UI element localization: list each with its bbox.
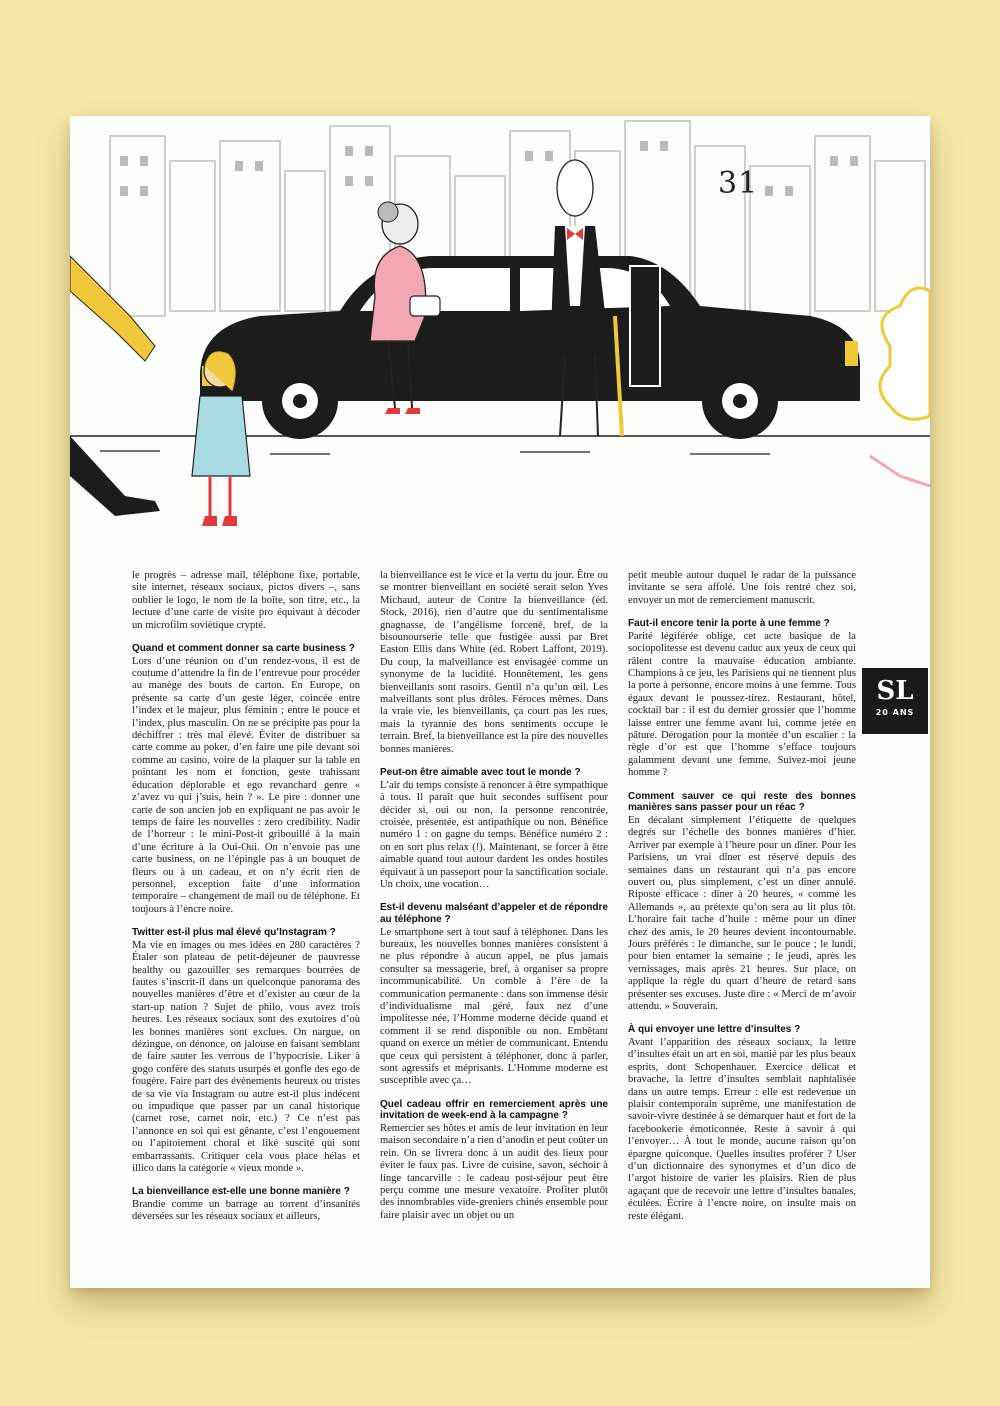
- body-paragraph: le progrès – adresse mail, téléphone fixe, portable, site internet, réseaux sociaux, pictos divers –, sans oublier le logo, le nom de la boîte, son titre, etc., la lecture d’une carte de visite pro équivaut à décoder un microfilm soviétique crypté.: [132, 570, 360, 631]
- section-heading: Est-il devenu malséant d’appeler et de répondre au téléphone ?: [380, 902, 608, 925]
- section-heading: La bienveillance est-elle une bonne manière ?: [132, 1186, 350, 1198]
- article-column-1: [132, 570, 360, 1224]
- body-paragraph: En décalant simplement l’étiquette de quelques degrés sur l’échelle des bonnes manières d’hier. Arriver par exemple à l’heure pour un dîner. Pour les Parisiens, un vrai dîner est réservé depuis des semaines dans un restaurant qui n’a pas encore ouvert ou, plus simplement, c’est un dîner annulé. Riposte efficace : dîner à 20 heures, « comme les Allemands », au prétexte qu’on sera au lit plus tôt. L’horaire fait tache d’huile : même pour un dîner chez des amis, le 20 heures devient incontournable. Jours préférés : le dimanche, sur le pouce ; le lundi, pour bien entamer la semaine ; le jeudi, après les vernissages, mais après 21 heures. Sur place, on applique la règle du quart d’heure de retard sans présenter ses excuses. Juste dire : « Merci de m’avoir attendu. » Souverain.: [628, 814, 856, 1012]
- section-heading: Comment sauver ce qui reste des bonnes manières sans passer pour un réac ?: [628, 790, 856, 814]
- section-heading: Quel cadeau offrir en remerciement après une invitation de week-end à la campagne ?: [380, 1098, 608, 1122]
- anniversary-badge: [862, 668, 928, 734]
- body-paragraph: Avant l’apparition des réseaux sociaux, la lettre d’insultes était un art en soi, manié par les plus beaux esprits, dont Schopenhauer. Exercice délicat et bravache, la lettre d’insultes semblait naphtalisée dans un autre temps. Erreur : elle est redevenue un plaisir contemporain suprême, une manifestation de savoir-vivre destinée à se démarquer haut et fort de la facebookerie émoticonnée. Reste à savoir à qui l’envoyer… À tout le monde, aucune raison qu’on épargne quiconque. Quelles insultes proférer ? User d’un dictionnaire des synonymes et d’un dico de l’argot histoire de varier les plaisirs. Rien de plus agaçant que de recevoir une lettre d’insultes banales, éculées. Écrire à l’encre noire, on insulte mais on reste élégant.: [628, 1036, 856, 1222]
- section-heading: Quand et comment donner sa carte business ?: [132, 643, 355, 655]
- page-number: 31: [718, 166, 759, 201]
- limousine-illustration: [70, 116, 930, 556]
- section-heading: Peut-on être aimable avec tout le monde ?: [380, 767, 581, 779]
- body-paragraph: Le smartphone sert à tout sauf à téléphoner. Dans les bureaux, les nouvelles bonnes manières consistent à ne plus répondre à aucun appel, ne plus jamais consulter sa messagerie, bref, à organiser sa propre incommunicabilité. Un comble à l’ère de la communication permanente : dans son immense désir d’individualisme mal géré, faux nez d’une impolitesse née, l’Homme moderne décide quand et comment il se rend disponible ou non. Embêtant quand on exerce un métier de communicant. Entendu que ceux qui persistent à téléphoner, donc à parler, sont agressifs et méprisants. L’Homme moderne est susceptible avec ça…: [380, 926, 608, 1087]
- section-heading: Twitter est-il plus mal élevé qu’Instagram ?: [132, 927, 336, 939]
- body-paragraph: Lors d’une réunion ou d’un rendez-vous, il est de coutume d’attendre la fin de l’entrevue pour procéder au manège des bouts de carton. En Europe, on présente sa carte d’un geste léger, coincée entre l’index et le majeur, plus féminin ; entre le pouce et l’index, plus masculin. On ne se précipite pas pour la déchiffrer : très mal élevé. Éviter de distribuer sa carte comme au poker, d’en faire une pile devant soi comme au casino, voire de la plaquer sur la table en pointant les nom et fonction, geste trahissant éducation déplorable et ego revanchard genre « z’avez vu qui j’suis, hein ? ». Le pire : donner une carte de son ancien job en expliquant ne pas avoir le temps de faire les nouvelles : zero credibility. Nadir de l’horreur : le mini-Post-it gribouillé à la main d’une écriture à la Oui-Oui. On n’envoie pas une carte business, on ne l’épingle pas à un bouquet de fleurs ou à un cadeau, et on n’y écrit rien de personnel, exception faite d’une information temporaire – changement de mail ou de téléphone. Et toujours à l’encre noire.: [132, 655, 360, 915]
- body-paragraph: Remercier ses hôtes et amis de leur invitation en leur maison secondaire n’a rien d’anodin et peut coûter un rein. On se livrera donc à un audit des lieux pour éviter le faux pas. Livre de cuisine, savon, séchoir à linge tancarville : le cadeau post-séjour peut être perçu comme une mesure vexatoire. Profiter plutôt des innombrables vide-greniers chinés ensemble pour faire plaisir avec un objet ou un: [380, 1123, 608, 1221]
- body-paragraph: Ma vie en images ou mes idées en 280 caractères ? Étaler son plateau de petit-déjeuner de pauvresse healthy ou gazouiller ses remarques bourrées de fautes s’inscrit-il dans un quelconque panorama des nouvelles manières d’être et d’exister au cœur de la start-up nation ? Sujet de philo, vous avez trois heures. Les réseaux sociaux sont des exutoires d’où les bonnes manières sont exclues. On nargue, on dézingue, on dénonce, on jalouse en faisant semblant de faire sauter les verrous de l’hypocrisie. Liker à gogo confère des statuts usurpés et gonfle des ego de fougère. Faire part des évènements heureux ou tristes de sa vie via Instagram ou autre est-il plus indécent ou impudique que passer par un canal historique (carnet rose, carnet noir, etc.) ? Ce n’est pas l’annonce en soi qui est gênante, c’est l’engouement ou l’apitoiement choral et liké suscité qui sont embarrassants. Critiquer cela vous place hélas et illico dans la catégorie « vieux monde ».: [132, 939, 360, 1175]
- body-paragraph: la bienveillance est le vice et la vertu du jour. Être ou se montrer bienveillant en société serait selon Yves Michaud, auteur de Contre la bienveillance (éd. Stock, 2016), rien d’autre que du sentimentalisme gnagnasse, de l’angélisme forcené, bref, de la bisounourserie telle que fustigée aussi par Bret Easton Ellis dans White (éd. Robert Laffont, 2019). Du coup, la malveillance est envisagée comme un synonyme de la lucidité. Honnêtement, les gens bienveillants sont rasoirs. Gentil n’a qu’un œil. Les malveillants sont plus drôles. Féroces mêmes. Dans la vraie vie, les bienveillants, ça court pas les rues, mais la tyrannie des bons sentiments occupe le terrain. Bref, la bienveillance est la pire des nouvelles bonnes manières.: [380, 570, 608, 755]
- magazine-page: [70, 116, 930, 1288]
- article-column-3: [628, 570, 856, 1223]
- body-paragraph: petit meuble autour duquel le radar de la puissance invitante se sera affolé. Une fois rentré chez soi, envoyer un mot de remerciement manuscrit.: [628, 570, 856, 606]
- body-paragraph: Brandie comme un barrage au torrent d’insanités déversées sur les réseaux sociaux et ailleurs,: [132, 1199, 360, 1223]
- body-paragraph: Parité légiférée oblige, cet acte basique de la sociopolitesse est devenu caduc aux yeux de ceux qui râlent contre la mauvaise éducation ambiante. Champions à ce jeu, les Parisiens qui ne tiennent plus la porte à personne, encore moins à une femme. Tous égaux devant le poussez-tirez. Restaurant, hôtel, cocktail bar : il est du dernier grossier que l’homme laisse entrer une femme avant lui, comme jetée en pâture. Dérogation pour la montée d’un escalier : la règle d’or est que l’homme s’efface toujours galamment devant une femme. Suivez-moi jeune homme ?: [628, 630, 856, 779]
- body-paragraph: L’air du temps consiste à renoncer à être sympathique à tous. Il paraît que huit secondes suffisent pour décider si, oui ou non, la personne rencontrée, croisée, présentée, est antipathique ou non. Bénéfice numéro 1 : on gagne du temps. Bénéfice numéro 2 : on en sort plus relax (!). Maintenant, se forcer à être aimable quand tout autour dardent les ondes hostiles équivaut à un passeport pour la sanctification sociale. Un choix, une vocation…: [380, 779, 608, 890]
- section-heading: Faut-il encore tenir la porte à une femme ?: [628, 618, 830, 630]
- badge-subtitle: 20 ANS: [875, 708, 915, 717]
- badge-logo: SL: [876, 676, 914, 706]
- section-heading: À qui envoyer une lettre d’insultes ?: [628, 1024, 801, 1036]
- article-column-2: [380, 570, 608, 1222]
